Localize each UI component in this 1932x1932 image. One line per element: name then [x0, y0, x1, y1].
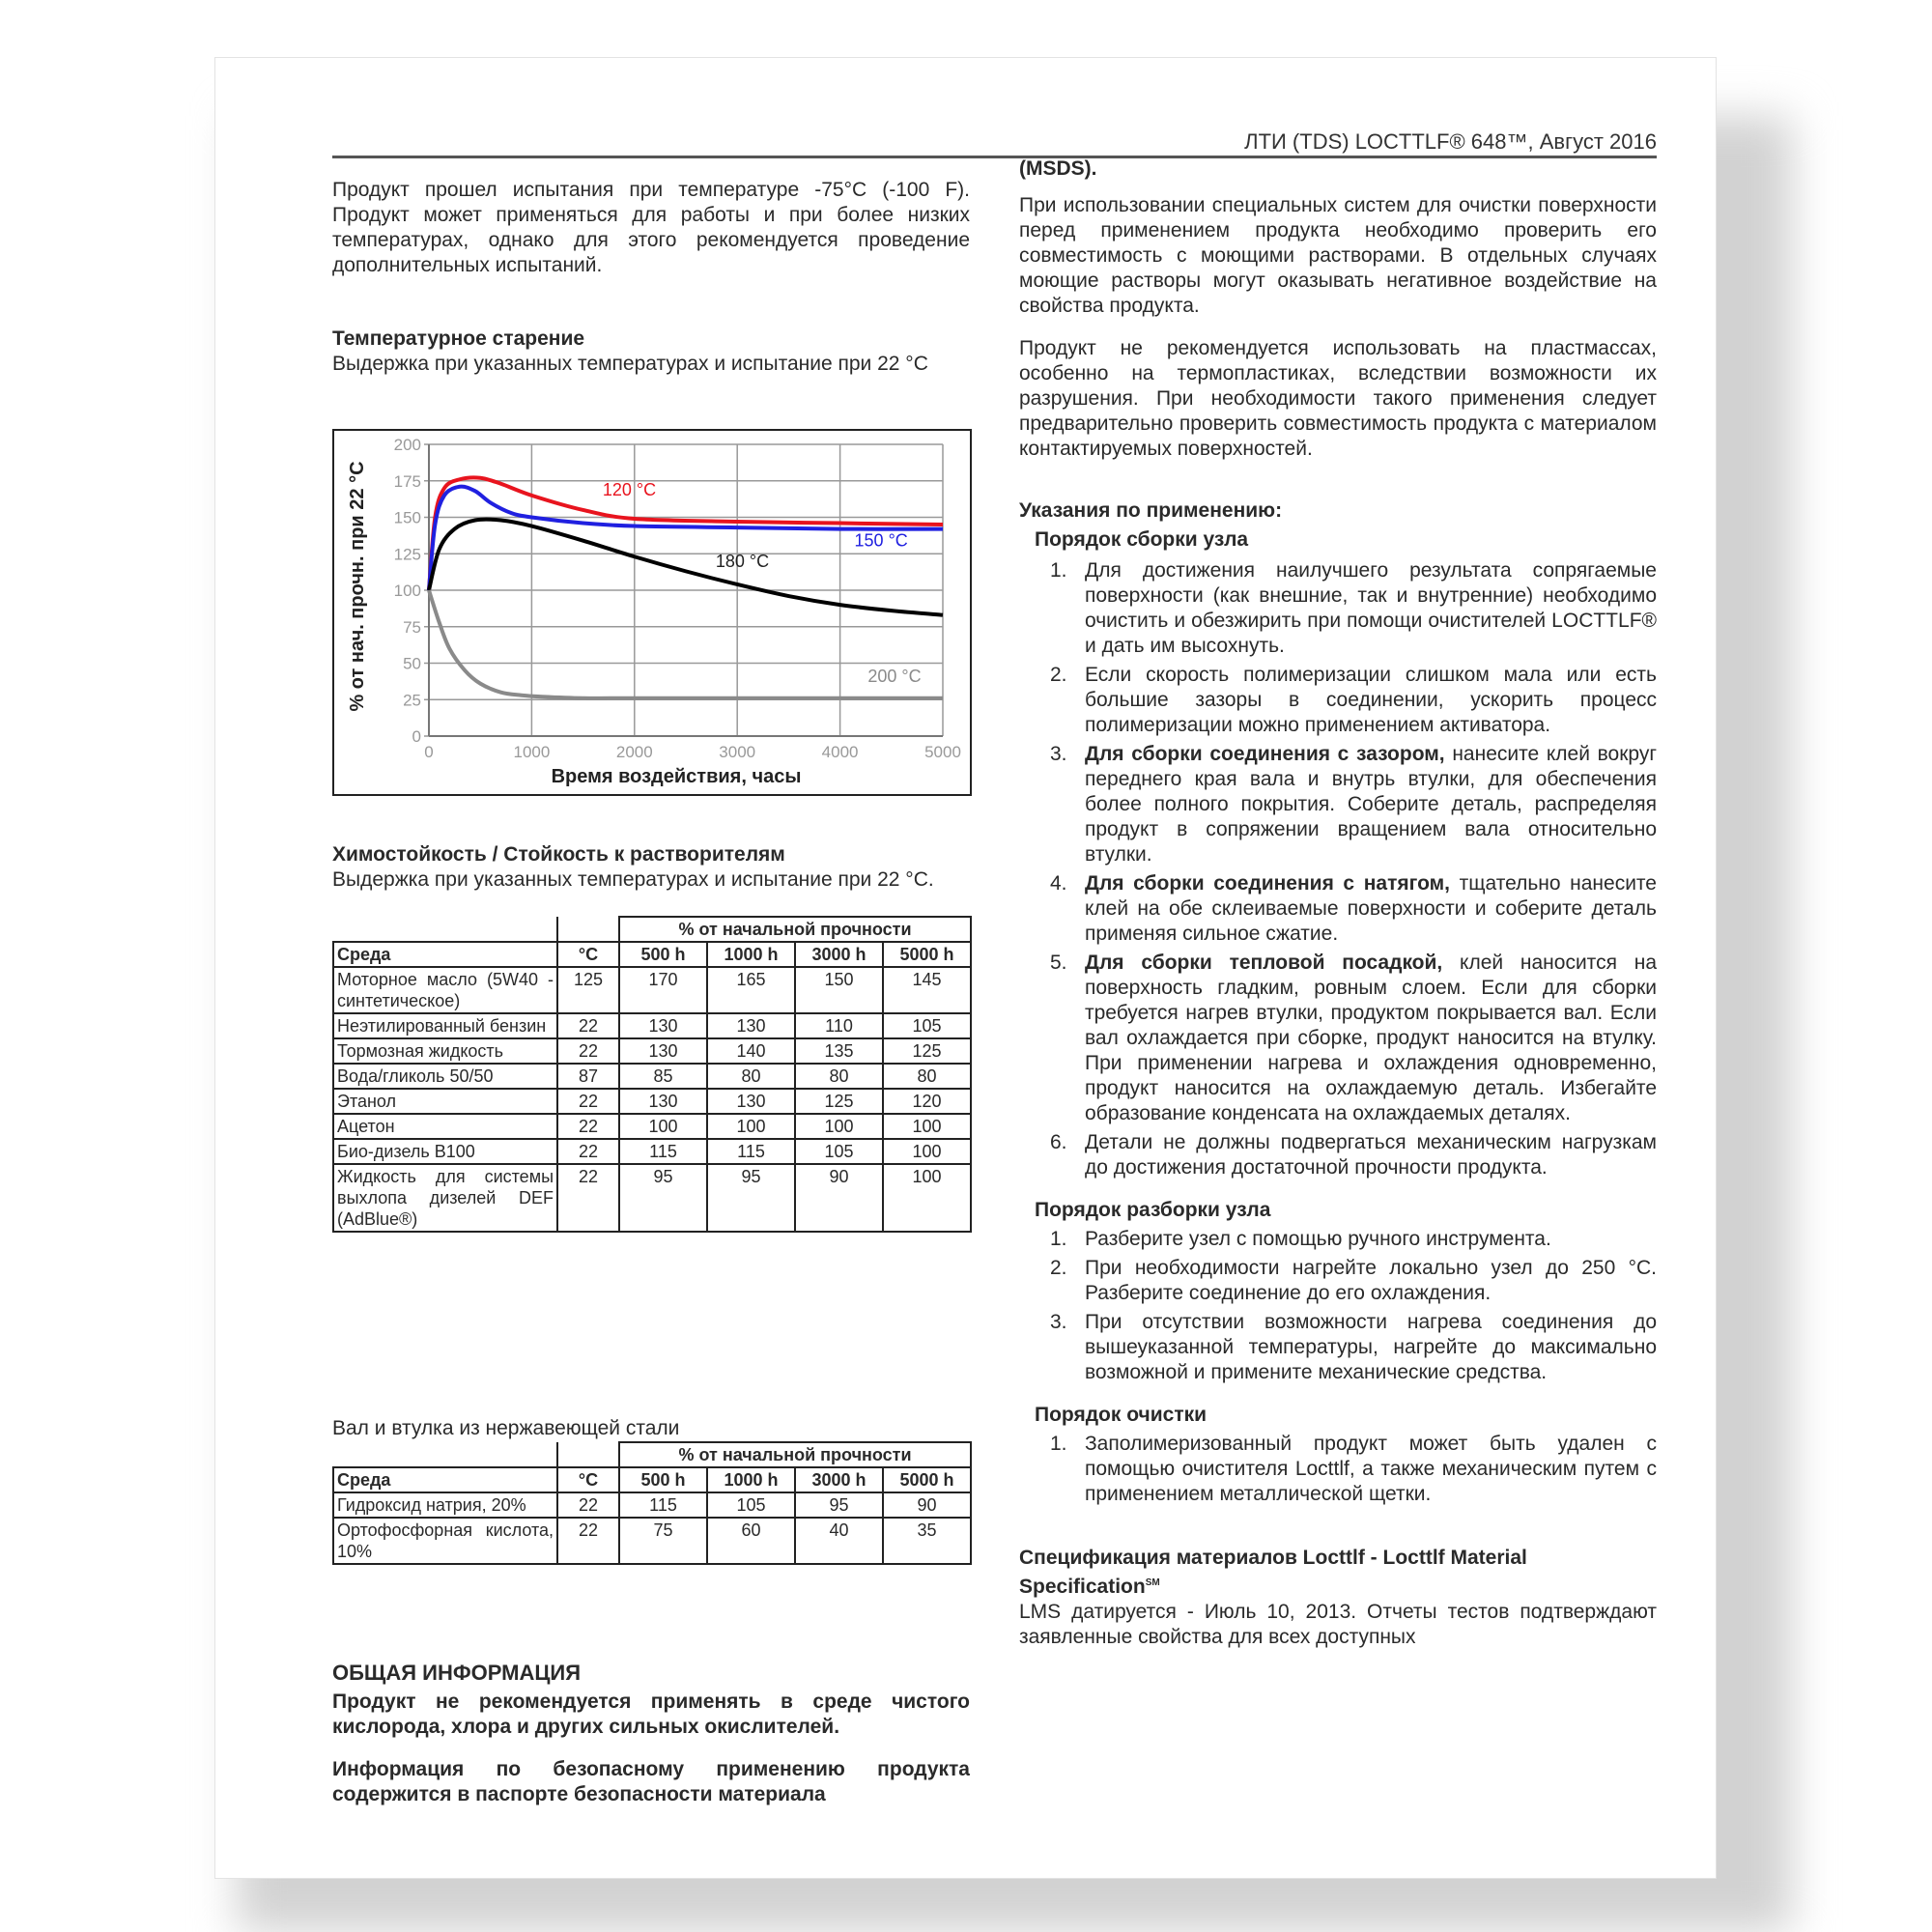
value-cell: 90	[883, 1492, 971, 1518]
value-cell: 22	[557, 1492, 619, 1518]
value-cell: 80	[795, 1064, 883, 1089]
list-text: Если скорость полимеризации слишком мала или есть большие зазоры в соединении, ускорить процесс полимеризации можно применением активатора.	[1085, 664, 1657, 736]
list-item	[1019, 871, 1657, 947]
value-cell: 100	[883, 1114, 971, 1139]
table2-col-header: °C	[557, 1467, 619, 1492]
value-cell: 100	[619, 1114, 707, 1139]
series-label: 180 °C	[715, 551, 770, 571]
value-cell: 22	[557, 1518, 619, 1564]
value-cell: 95	[707, 1164, 795, 1232]
table2-group-header: % от начальной прочности	[619, 1442, 971, 1467]
value-cell: 135	[795, 1038, 883, 1064]
msds-text: (MSDS).	[1019, 157, 1097, 180]
value-cell: 95	[795, 1492, 883, 1518]
list-number: 3.	[1050, 743, 1067, 765]
chem-table-wrap	[332, 916, 970, 1233]
value-cell: 145	[883, 967, 971, 1013]
value-cell: 40	[795, 1518, 883, 1564]
value-cell: 140	[707, 1038, 795, 1064]
steel-title: Вал и втулка из нержавеющей стали	[332, 1417, 680, 1439]
value-cell: 100	[883, 1164, 971, 1232]
y-tick-label: 25	[403, 691, 421, 710]
list-text: Детали не должны подвергаться механическим нагрузкам до достижения достаточной прочности продукта.	[1085, 1131, 1657, 1179]
table-row	[333, 1089, 971, 1114]
list-emphasis: Для сборки тепловой посадкой,	[1085, 952, 1443, 974]
table-row	[333, 1139, 971, 1164]
table1-col-header: 500 h	[619, 942, 707, 967]
y-tick-label: 125	[393, 545, 421, 564]
value-cell: 80	[707, 1064, 795, 1089]
list-text: При отсутствии возможности нагрева соединения до вышеуказанной температуры, нагрейте до максимально возможной и примените механические средства.	[1085, 1311, 1657, 1383]
y-tick-label: 75	[403, 617, 421, 637]
table1-col-header: 5000 h	[883, 942, 971, 967]
value-cell: 60	[707, 1518, 795, 1564]
table2-col-header: 5000 h	[883, 1467, 971, 1492]
value-cell: 95	[619, 1164, 707, 1232]
value-cell: 115	[707, 1139, 795, 1164]
list-number: 3.	[1050, 1311, 1067, 1333]
list-item	[1019, 1130, 1657, 1180]
list-text: Заполимеризованный продукт может быть удален с помощью очистителя Locttlf, а также механическим путем с применением металлической щетки.	[1085, 1433, 1657, 1505]
list-number: 5.	[1050, 952, 1067, 974]
table-row	[333, 1518, 971, 1564]
medium-cell: Тормозная жидкость	[333, 1038, 557, 1064]
chem-resistance-table	[332, 916, 972, 1233]
heat-aging-chart	[332, 429, 972, 796]
value-cell: 87	[557, 1064, 619, 1089]
table1-col-header: 1000 h	[707, 942, 795, 967]
x-tick-label: 5000	[924, 743, 961, 761]
value-cell: 75	[619, 1518, 707, 1564]
x-tick-label: 2000	[615, 743, 653, 761]
value-cell: 125	[795, 1089, 883, 1114]
list-text: тщательно нанесите клей на обе склеиваемые поверхности и соберите деталь применяя сильное сжатие.	[1085, 872, 1657, 945]
value-cell: 125	[557, 967, 619, 1013]
medium-cell: Моторное масло (5W40 - синтетическое)	[333, 967, 557, 1013]
series-label: 150 °C	[854, 530, 908, 551]
value-cell: 165	[707, 967, 795, 1013]
x-tick-label: 3000	[719, 743, 756, 761]
intro-paragraph: Продукт прошел испытания при температуре -75°C (-100 F). Продукт может применяться для работы и при более низких температурах, однако для этого рекомендуется проведение дополнительных испытаний.	[332, 179, 970, 276]
y-tick-label: 200	[393, 436, 421, 454]
value-cell: 22	[557, 1139, 619, 1164]
table1-col-header: Среда	[333, 942, 557, 967]
list-item	[1019, 1310, 1657, 1385]
general-safety: Информация по безопасному применению продукта содержится в паспорте безопасности материала	[332, 1758, 970, 1805]
list-number: 4.	[1050, 872, 1067, 895]
series-label: 200 °C	[867, 667, 922, 687]
spec-text: LMS датируется - Июль 10, 2013. Отчеты тестов подтверждают заявленные свойства для всех доступных	[1019, 1601, 1657, 1648]
medium-cell: Жидкость для системы выхлопа дизелей DEF (AdBlue®)	[333, 1164, 557, 1232]
plastics-paragraph: Продукт не рекомендуется использовать на пластмассах, особенно на термопластиках, вследствии возможности их разрушения. При необходимости такого применения следует предварительно проверить совместимость продукта с материалом контактируемых поверхностей.	[1019, 337, 1657, 460]
list-text: Разберите узел с помощью ручного инструмента.	[1085, 1228, 1551, 1250]
list-item	[1019, 1256, 1657, 1306]
value-cell: 130	[619, 1089, 707, 1114]
cleanup-steps	[1019, 1432, 1657, 1507]
medium-cell: Ортофосфорная кислота, 10%	[333, 1518, 557, 1564]
list-text: При необходимости нагрейте локально узел до 250 °C. Разберите соединение до его охлаждения.	[1085, 1257, 1657, 1304]
list-item	[1019, 1227, 1657, 1252]
value-cell: 22	[557, 1013, 619, 1038]
cleanup-title: Порядок очистки	[1035, 1404, 1208, 1426]
value-cell: 105	[883, 1013, 971, 1038]
value-cell: 100	[883, 1139, 971, 1164]
value-cell: 110	[795, 1013, 883, 1038]
value-cell: 130	[707, 1089, 795, 1114]
chem-title: Химостойкость / Стойкость к растворителям	[332, 843, 785, 866]
value-cell: 130	[619, 1038, 707, 1064]
value-cell: 130	[619, 1013, 707, 1038]
x-tick-label: 0	[424, 743, 434, 761]
value-cell: 150	[795, 967, 883, 1013]
table-row	[333, 1038, 971, 1064]
spec-title: Спецификация материалов Locttlf - Locttlf Material Specification℠	[1019, 1547, 1527, 1598]
list-item	[1019, 663, 1657, 738]
list-number: 1.	[1050, 1228, 1067, 1250]
y-tick-label: 100	[393, 582, 421, 600]
table2-col-header: Среда	[333, 1467, 557, 1492]
value-cell: 170	[619, 967, 707, 1013]
table-row	[333, 1492, 971, 1518]
y-axis-title: % от нач. прочн. при 22 °C	[347, 461, 368, 712]
list-text: клей наносится на поверхность гладким, ровным слоем. Если для сборки требуется нагрев втулки, продуктом покрывается вал. Если вал охлаждается при сборке, продукт наносится на втулку. При применении нагрева и охлаждения одновременно, продукт наносится на охлаждаемую деталь. Избегайте образование конденсата на охлаждаемых деталях.	[1085, 952, 1657, 1124]
list-number: 1.	[1050, 1433, 1067, 1455]
list-item	[1019, 742, 1657, 867]
value-cell: 22	[557, 1114, 619, 1139]
table-row	[333, 1064, 971, 1089]
heat-aging-section	[332, 327, 970, 377]
steel-table	[332, 1441, 972, 1565]
table-row	[333, 1013, 971, 1038]
value-cell: 130	[707, 1013, 795, 1038]
x-axis-title: Время воздействия, часы	[551, 766, 802, 787]
general-warning: Продукт не рекомендуется применять в среде чистого кислорода, хлора и других сильных окислителей.	[332, 1690, 970, 1738]
table-row	[333, 1164, 971, 1232]
value-cell: 85	[619, 1064, 707, 1089]
table2-col-header: 500 h	[619, 1467, 707, 1492]
table-row	[333, 1114, 971, 1139]
value-cell: 100	[795, 1114, 883, 1139]
value-cell: 100	[707, 1114, 795, 1139]
medium-cell: Этанол	[333, 1089, 557, 1114]
value-cell: 120	[883, 1089, 971, 1114]
medium-cell: Ацетон	[333, 1114, 557, 1139]
list-number: 1.	[1050, 559, 1067, 582]
disassembly-title: Порядок разборки узла	[1035, 1199, 1271, 1221]
y-tick-label: 175	[393, 471, 421, 491]
general-title: ОБЩАЯ ИНФОРМАЦИЯ	[332, 1661, 582, 1685]
heat-aging-subtitle: Выдержка при указанных температурах и испытание при 22 °C	[332, 353, 928, 375]
disassembly-steps	[1019, 1227, 1657, 1385]
list-emphasis: Для сборки соединения с натягом,	[1085, 872, 1450, 895]
list-text: нанесите клей вокруг переднего края вала и внутрь втулки, для обеспечения более полного покрытия. Соберите деталь, распределяя продукт в сопряжении вращением вала относительно втулки.	[1085, 743, 1658, 866]
application-title: Указания по применению:	[1019, 499, 1283, 522]
list-item	[1019, 1432, 1657, 1507]
table1-group-header: % от начальной прочности	[619, 917, 971, 942]
right-column	[1019, 156, 1657, 1650]
assembly-title: Порядок сборки узла	[1035, 528, 1249, 551]
y-tick-label: 0	[412, 727, 421, 746]
general-info-section	[332, 1661, 970, 1807]
value-cell: 125	[883, 1038, 971, 1064]
list-text: Для достижения наилучшего результата сопрягаемые поверхности (как внешние, так и внутренние) необходимо очистить и обезжирить при помощи очистителей LOCTTLF® и дать им высохнуть.	[1085, 559, 1657, 657]
table2-col-header: 1000 h	[707, 1467, 795, 1492]
chem-subtitle: Выдержка при указанных температурах и испытание при 22 °C.	[332, 868, 934, 891]
value-cell: 22	[557, 1089, 619, 1114]
value-cell: 80	[883, 1064, 971, 1089]
assembly-steps	[1019, 558, 1657, 1180]
table1-col-header: °C	[557, 942, 619, 967]
heat-aging-title: Температурное старение	[332, 327, 585, 350]
table-row	[333, 967, 971, 1013]
list-number: 2.	[1050, 1257, 1067, 1279]
y-tick-label: 150	[393, 508, 421, 527]
document-header: ЛТИ (TDS) LOCTTLF® 648™, Август 2016	[1244, 129, 1657, 154]
value-cell: 90	[795, 1164, 883, 1232]
x-tick-label: 1000	[513, 743, 551, 761]
list-emphasis: Для сборки соединения с зазором,	[1085, 743, 1445, 765]
list-number: 2.	[1050, 664, 1067, 686]
spec-superscript: SM	[1145, 1577, 1160, 1588]
medium-cell: Вода/гликоль 50/50	[333, 1064, 557, 1089]
value-cell: 115	[619, 1492, 707, 1518]
value-cell: 105	[795, 1139, 883, 1164]
value-cell: 105	[707, 1492, 795, 1518]
chart-canvas	[334, 431, 970, 794]
steel-table-wrap	[332, 1441, 970, 1565]
list-item	[1019, 558, 1657, 659]
medium-cell: Гидроксид натрия, 20%	[333, 1492, 557, 1518]
y-tick-label: 50	[403, 654, 421, 673]
medium-cell: Неэтилированный бензин	[333, 1013, 557, 1038]
medium-cell: Био-дизель B100	[333, 1139, 557, 1164]
series-label: 120 °C	[602, 479, 657, 499]
cleaning-paragraph: При использовании специальных систем для очистки поверхности перед применением продукта необходимо проверить его совместимость с моющими растворами. В отдельных случаях моющие растворы могут оказывать негативное воздействие на свойства продукта.	[1019, 194, 1657, 317]
list-item	[1019, 951, 1657, 1126]
value-cell: 35	[883, 1518, 971, 1564]
value-cell: 22	[557, 1164, 619, 1232]
value-cell: 22	[557, 1038, 619, 1064]
value-cell: 115	[619, 1139, 707, 1164]
table2-col-header: 3000 h	[795, 1467, 883, 1492]
table1-col-header: 3000 h	[795, 942, 883, 967]
list-number: 6.	[1050, 1131, 1067, 1153]
chem-section-heading	[332, 842, 970, 893]
x-tick-label: 4000	[821, 743, 859, 761]
